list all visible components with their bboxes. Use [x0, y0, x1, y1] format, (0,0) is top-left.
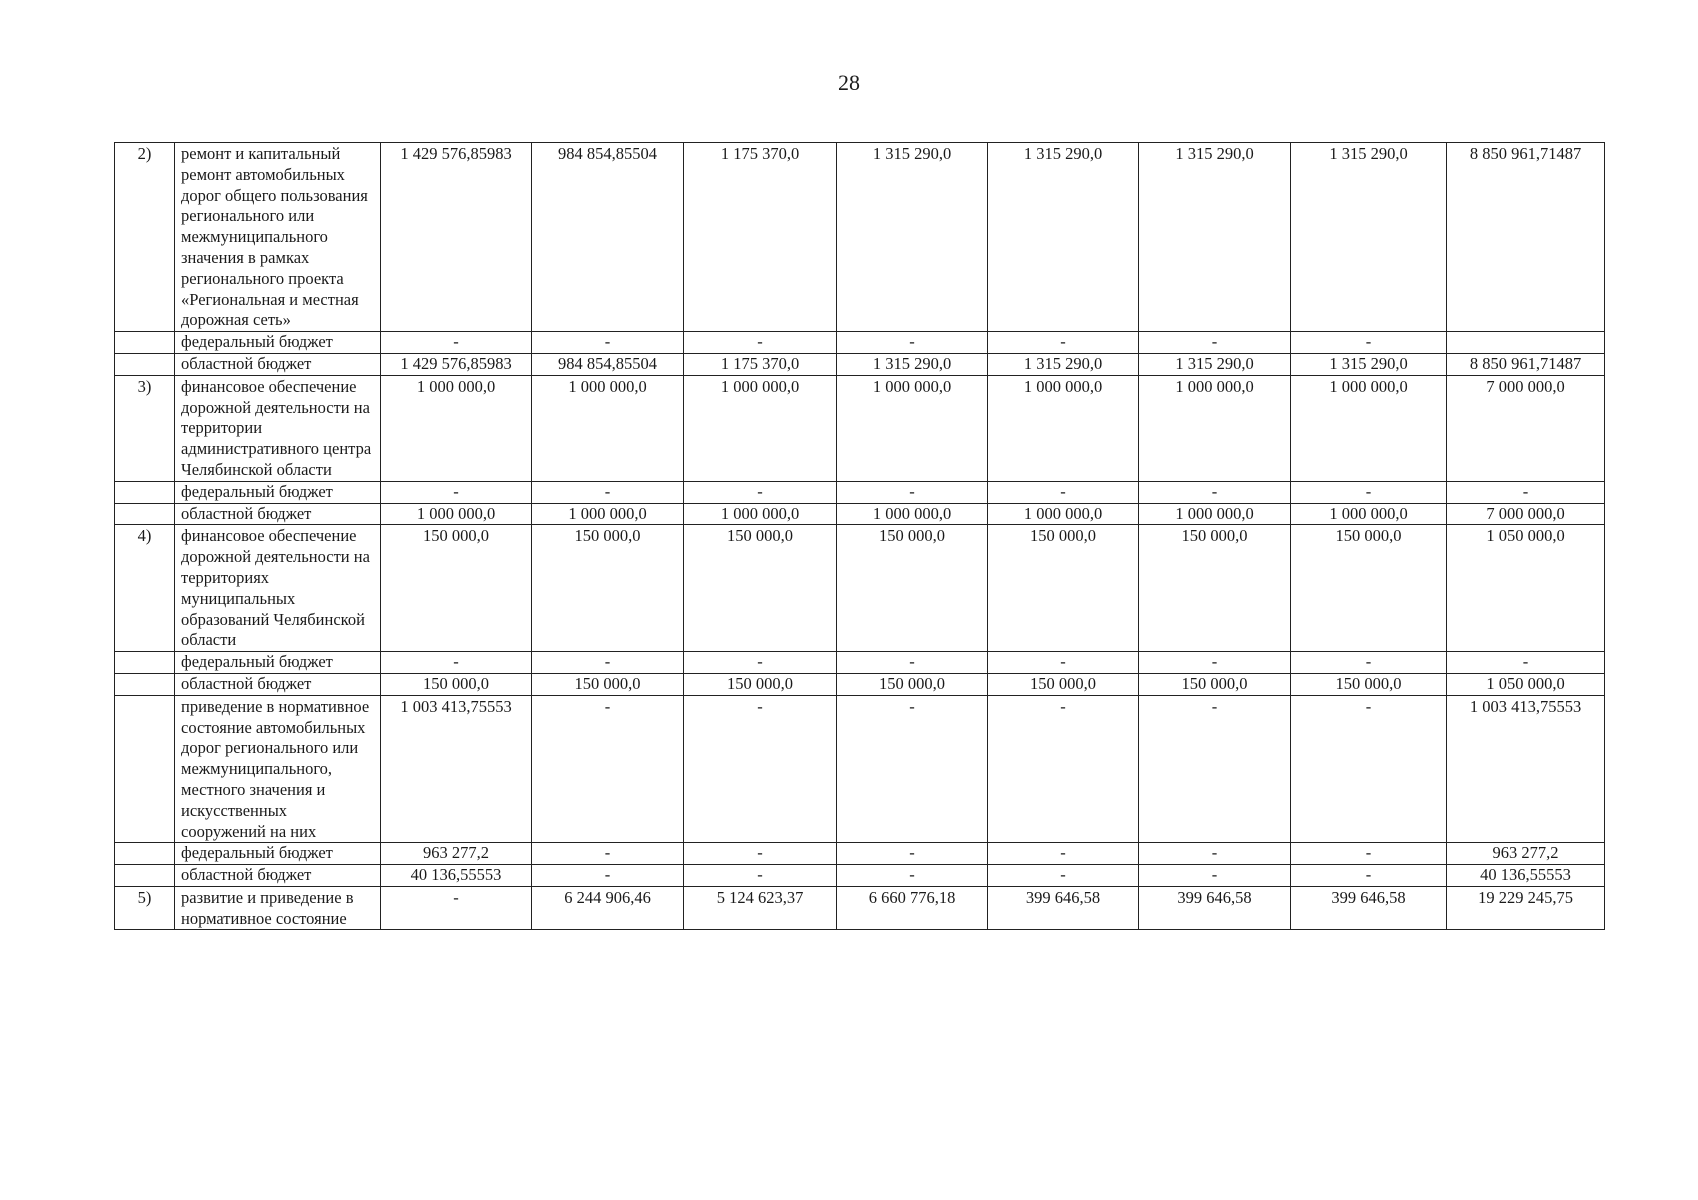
value-cell: 5 124 623,37 [684, 886, 837, 930]
value-cell: 150 000,0 [684, 673, 837, 695]
value-cell: - [837, 481, 988, 503]
value-cell: 1 175 370,0 [684, 143, 837, 332]
value-cell: 150 000,0 [684, 525, 837, 652]
value-cell: 1 000 000,0 [381, 375, 532, 481]
total-cell: 1 050 000,0 [1447, 525, 1605, 652]
value-cell: 1 175 370,0 [684, 353, 837, 375]
total-cell: 1 003 413,75553 [1447, 695, 1605, 843]
value-cell: 1 000 000,0 [684, 503, 837, 525]
value-cell: 1 315 290,0 [1139, 353, 1291, 375]
description-cell: областной бюджет [175, 503, 381, 525]
value-cell: 963 277,2 [381, 843, 532, 865]
value-cell: - [1291, 865, 1447, 887]
value-cell: 40 136,55553 [381, 865, 532, 887]
description-cell: областной бюджет [175, 353, 381, 375]
value-cell: 984 854,85504 [532, 353, 684, 375]
value-cell: 1 315 290,0 [1291, 353, 1447, 375]
description-cell: федеральный бюджет [175, 481, 381, 503]
table-row [115, 375, 1605, 481]
value-cell: - [1291, 652, 1447, 674]
value-cell: 1 000 000,0 [1291, 375, 1447, 481]
value-cell: 1 000 000,0 [1139, 375, 1291, 481]
total-cell: - [1447, 481, 1605, 503]
value-cell: - [837, 332, 988, 354]
value-cell: 1 000 000,0 [532, 503, 684, 525]
row-number-cell: 3) [115, 375, 175, 481]
value-cell: - [1139, 332, 1291, 354]
value-cell: - [381, 332, 532, 354]
value-cell: 1 429 576,85983 [381, 143, 532, 332]
value-cell: 1 315 290,0 [988, 353, 1139, 375]
value-cell: - [1291, 695, 1447, 843]
value-cell: - [988, 332, 1139, 354]
value-cell: - [1139, 695, 1291, 843]
value-cell: 150 000,0 [988, 673, 1139, 695]
row-number-cell [115, 481, 175, 503]
value-cell: 1 315 290,0 [1291, 143, 1447, 332]
row-number-cell [115, 652, 175, 674]
description-cell: федеральный бюджет [175, 843, 381, 865]
value-cell: 1 003 413,75553 [381, 695, 532, 843]
value-cell: - [1139, 481, 1291, 503]
value-cell: 1 315 290,0 [1139, 143, 1291, 332]
value-cell: - [381, 481, 532, 503]
value-cell: - [684, 652, 837, 674]
value-cell: 1 000 000,0 [684, 375, 837, 481]
value-cell: 1 000 000,0 [1139, 503, 1291, 525]
value-cell: 150 000,0 [532, 673, 684, 695]
value-cell: 399 646,58 [1139, 886, 1291, 930]
value-cell: - [532, 843, 684, 865]
row-number-cell [115, 865, 175, 887]
value-cell: 1 315 290,0 [837, 353, 988, 375]
table-row [115, 673, 1605, 695]
value-cell: - [381, 886, 532, 930]
value-cell: 1 000 000,0 [381, 503, 532, 525]
total-cell: 8 850 961,71487 [1447, 353, 1605, 375]
table-row [115, 652, 1605, 674]
value-cell: - [532, 481, 684, 503]
description-cell: развитие и приведение в нормативное состояние [175, 886, 381, 930]
row-number-cell: 5) [115, 886, 175, 930]
total-cell: 7 000 000,0 [1447, 375, 1605, 481]
value-cell: 150 000,0 [837, 673, 988, 695]
budget-table [114, 142, 1605, 930]
description-cell: финансовое обеспечение дорожной деятельности на территориях муниципальных образований Челябинской области [175, 525, 381, 652]
total-cell: 963 277,2 [1447, 843, 1605, 865]
value-cell: 1 429 576,85983 [381, 353, 532, 375]
value-cell: - [988, 695, 1139, 843]
table-body [115, 143, 1605, 930]
value-cell: 1 000 000,0 [988, 375, 1139, 481]
table-row [115, 143, 1605, 332]
row-number-cell [115, 332, 175, 354]
value-cell: - [684, 481, 837, 503]
value-cell: - [684, 843, 837, 865]
table-row [115, 481, 1605, 503]
row-number-cell: 4) [115, 525, 175, 652]
table-row [115, 843, 1605, 865]
value-cell: 150 000,0 [1139, 525, 1291, 652]
value-cell: - [684, 695, 837, 843]
value-cell: - [1139, 843, 1291, 865]
description-cell: федеральный бюджет [175, 652, 381, 674]
table-row [115, 353, 1605, 375]
description-cell: финансовое обеспечение дорожной деятельности на территории административного центра Челябинской области [175, 375, 381, 481]
value-cell: 150 000,0 [1139, 673, 1291, 695]
value-cell: 1 000 000,0 [1291, 503, 1447, 525]
table-row [115, 886, 1605, 930]
row-number-cell: 2) [115, 143, 175, 332]
value-cell: 1 000 000,0 [532, 375, 684, 481]
value-cell: 399 646,58 [988, 886, 1139, 930]
value-cell: - [837, 652, 988, 674]
table-row [115, 865, 1605, 887]
total-cell [1447, 332, 1605, 354]
value-cell: - [532, 865, 684, 887]
value-cell: 150 000,0 [837, 525, 988, 652]
table-row [115, 503, 1605, 525]
value-cell: - [988, 843, 1139, 865]
value-cell: - [988, 865, 1139, 887]
value-cell: 150 000,0 [381, 673, 532, 695]
value-cell: 1 315 290,0 [837, 143, 988, 332]
value-cell: - [837, 865, 988, 887]
total-cell: 1 050 000,0 [1447, 673, 1605, 695]
row-number-cell [115, 503, 175, 525]
row-number-cell [115, 353, 175, 375]
total-cell: 40 136,55553 [1447, 865, 1605, 887]
table-row [115, 695, 1605, 843]
row-number-cell [115, 695, 175, 843]
value-cell: 150 000,0 [1291, 525, 1447, 652]
value-cell: - [532, 332, 684, 354]
total-cell: 7 000 000,0 [1447, 503, 1605, 525]
value-cell: 150 000,0 [381, 525, 532, 652]
value-cell: 150 000,0 [532, 525, 684, 652]
description-cell: приведение в нормативное состояние автомобильных дорог регионального или межмуниципального, местного значения и искусственных сооружений на них [175, 695, 381, 843]
total-cell: - [1447, 652, 1605, 674]
value-cell: - [1291, 332, 1447, 354]
value-cell: - [988, 652, 1139, 674]
row-number-cell [115, 843, 175, 865]
value-cell: 984 854,85504 [532, 143, 684, 332]
value-cell: - [1291, 481, 1447, 503]
value-cell: 1 000 000,0 [988, 503, 1139, 525]
description-cell: федеральный бюджет [175, 332, 381, 354]
value-cell: - [532, 695, 684, 843]
description-cell: областной бюджет [175, 673, 381, 695]
table-row [115, 525, 1605, 652]
table-row [115, 332, 1605, 354]
value-cell: 1 000 000,0 [837, 375, 988, 481]
total-cell: 19 229 245,75 [1447, 886, 1605, 930]
value-cell: - [837, 695, 988, 843]
value-cell: - [532, 652, 684, 674]
value-cell: - [684, 865, 837, 887]
description-cell: ремонт и капитальный ремонт автомобильных дорог общего пользования регионального или межмуниципального значения в рамках регионального проекта «Региональная и местная дорожная сеть» [175, 143, 381, 332]
page-number: 28 [838, 70, 860, 95]
value-cell: 6 244 906,46 [532, 886, 684, 930]
value-cell: - [1291, 843, 1447, 865]
value-cell: 399 646,58 [1291, 886, 1447, 930]
value-cell: - [1139, 865, 1291, 887]
value-cell: 1 000 000,0 [837, 503, 988, 525]
total-cell: 8 850 961,71487 [1447, 143, 1605, 332]
description-cell: областной бюджет [175, 865, 381, 887]
value-cell: - [988, 481, 1139, 503]
value-cell: - [684, 332, 837, 354]
value-cell: - [381, 652, 532, 674]
value-cell: 150 000,0 [988, 525, 1139, 652]
value-cell: - [1139, 652, 1291, 674]
value-cell: - [837, 843, 988, 865]
value-cell: 1 315 290,0 [988, 143, 1139, 332]
value-cell: 150 000,0 [1291, 673, 1447, 695]
value-cell: 6 660 776,18 [837, 886, 988, 930]
row-number-cell [115, 673, 175, 695]
